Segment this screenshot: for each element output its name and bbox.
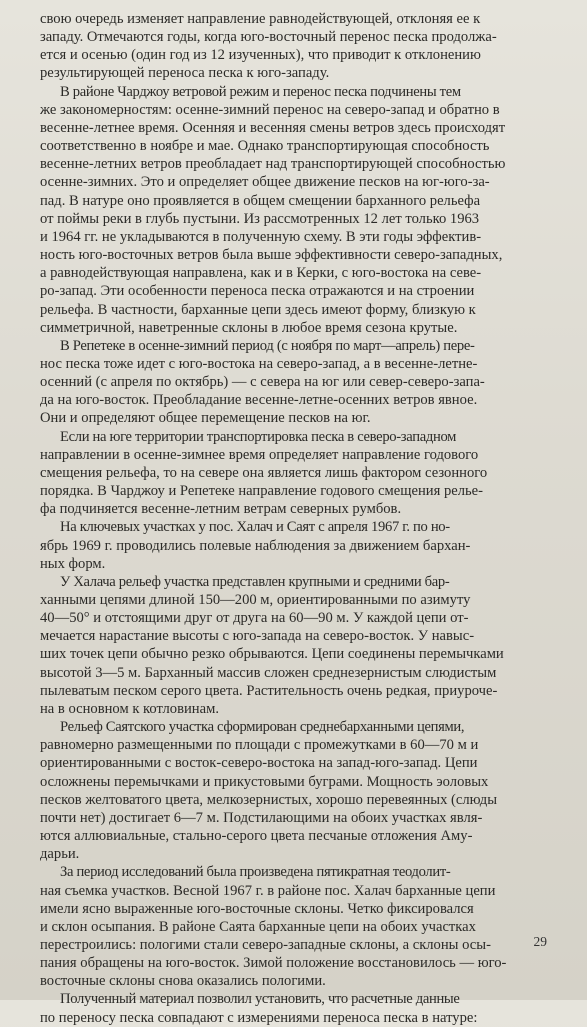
text-line: ная съемка участков. Весной 1967 г. в районе пос. Халач барханные цепи	[40, 882, 496, 899]
text-line: пылеватым песком серого цвета. Растительность очень редкая, приуроче-	[40, 682, 498, 699]
text-line: В районе Чарджоу ветровой режим и перенос песка подчинены тем	[60, 83, 461, 100]
paragraph	[40, 83, 552, 337]
text-line: Они и определяют общее перемещение песков на юг.	[40, 410, 371, 427]
text-line: мечается нарастание высоты с юго-запада на северо-восток. У навыс-	[40, 628, 475, 645]
text-line: песков желтоватого цвета, мелкозернистых, хорошо перевеянных (слюды	[40, 791, 498, 808]
text-line: ность юго-восточных ветров была выше эффективности северо-западных,	[40, 247, 503, 264]
text-line: по переносу песка совпадают с измерениями переноса песка в натуре:	[40, 1009, 478, 1026]
paragraph	[40, 863, 552, 990]
text-line: же закономерностям: осенне-зимний перенос на северо-запад и обратно в	[40, 101, 500, 118]
text-line: ших точек цепи обычно резко обрываются. Цепи соединены перемычками	[40, 646, 504, 663]
page-number: 29	[533, 934, 547, 949]
text-line: 40—50° и отстоящими друг от друга на 60—90 м. У каждой цепи от-	[40, 610, 469, 627]
text-line: нос песка тоже идет с юго-востока на северо-запад, а в весенне-летне-	[40, 355, 478, 372]
text-line: высотой 3—5 м. Барханный массив сложен среднезернистым слюдистым	[40, 664, 497, 681]
text-line: результирующей переноса песка к юго-западу.	[40, 65, 330, 82]
text-line: восточные склоны снова оказались пологими.	[40, 973, 326, 990]
text-line: ориентированными с восток-северо-востока на запад-юго-запад. Цепи	[40, 755, 478, 772]
text-line: соответственно в ноябре и мае. Однако транспортирующая способность	[40, 138, 490, 155]
text-line: на в основном к котловинам.	[40, 700, 219, 717]
text-line: дарьи.	[40, 846, 80, 863]
paragraph	[40, 990, 552, 1026]
text-line: свою очередь изменяет направление равнодействующей, отклоняя ее к	[40, 11, 481, 27]
text-line: осенне-зимних. Это и определяет общее движение песков на юг-юго-за-	[40, 174, 490, 191]
text-line: почти нет) достигает 6—7 м. Подстилающими на обоих участках явля-	[40, 809, 483, 826]
text-line: Полученный материал позволил установить, что расчетные данные	[60, 991, 460, 1008]
text-line: имели ясно выраженные юго-восточные склоны. Четко фиксировался	[40, 900, 474, 917]
paragraph	[40, 718, 552, 863]
text-line: симметричной, наветренные склоны в любое время сезона крутые.	[40, 319, 458, 336]
text-line: весенне-летнее время. Осенняя и весенняя смены ветров здесь происходят	[40, 119, 506, 136]
text-line: ется и осенью (один год из 12 изученных), что приводит к отклонению	[40, 47, 481, 64]
text-line: пад. В натуре оно проявляется в общем смещении барханного рельефа	[40, 192, 481, 209]
text-line: ных форм.	[40, 555, 106, 572]
text-line: порядка. В Чарджоу и Репетеке направление годового смещения релье-	[40, 483, 484, 500]
paragraph	[40, 573, 552, 718]
text-line: да на юго-восток. Преобладание весенне-летне-осенних ветров явное.	[40, 392, 478, 409]
text-line: весенне-летних ветров преобладает над транспортирующей способностью	[40, 156, 506, 173]
text-line: На ключевых участках у пос. Халач и Саят с апреля 1967 г. по но-	[60, 519, 450, 536]
text-line: У Халача рельеф участка представлен крупными и средними бар-	[60, 573, 450, 590]
text-line: направлении в осенне-зимнее время определяет направление годового	[40, 446, 479, 463]
text-line: ются аллювиальные, стально-серого цвета песчаные отложения Аму-	[40, 828, 473, 845]
paragraph	[40, 337, 552, 428]
text-line: перестроились: пологими стали северо-западные склоны, а склоны осы-	[40, 936, 491, 953]
text-line: и склон осыпания. В районе Саята барханные цепи на обоих участках	[40, 918, 476, 935]
text-line: смещения рельефа, то на севере она является лишь фактором сезонного	[40, 464, 488, 481]
text-line: и 1964 гг. не укладываются в полученную схему. В эти годы эффектив-	[40, 228, 482, 245]
text-line: фа подчиняется весенне-летним ветрам северных румбов.	[40, 501, 402, 518]
text-line: рельефа. В частности, барханные цепи здесь имеют форму, близкую к	[40, 301, 476, 318]
text-line: осложнены перемычками и прикустовыми буграми. Мощность эоловых	[40, 773, 489, 790]
text-line: Рельеф Саятского участка сформирован среднебарханными цепями,	[60, 719, 465, 736]
text-line: ро-запад. Эти особенности переноса песка отражаются и на строении	[40, 283, 475, 300]
text-line: В Репетеке в осенне-зимний период (с ноября по март—апрель) пере-	[60, 337, 475, 354]
text-line: Если на юге территории транспортировка песка в северо-западном	[60, 428, 457, 445]
paragraph	[40, 428, 552, 519]
body-text	[40, 10, 552, 1027]
text-line: осенний (с апреля по октябрь) — с севера на юг или север-северо-запа-	[40, 374, 485, 391]
text-line: За период исследований была произведена пятикратная теодолит-	[60, 864, 451, 881]
text-line: равномерно размещенными по площади с промежутками в 60—70 м и	[40, 737, 479, 754]
text-line: западу. Отмечаются годы, когда юго-восточный перенос песка продолжа-	[40, 29, 497, 46]
text-line: от поймы реки в глубь пустыни. Из рассмотренных 12 лет только 1963	[40, 210, 480, 227]
text-line: ябрь 1969 г. проводились полевые наблюдения за движением бархан-	[40, 537, 471, 554]
text-line: а равнодействующая направлена, как и в Керки, с юго-востока на севе-	[40, 265, 482, 282]
paragraph	[40, 518, 552, 572]
text-line: ханными цепями длиной 150—200 м, ориентированными по азимуту	[40, 592, 471, 608]
text-line: пания обращены на юго-восток. Зимой положение восстановилось — юго-	[40, 955, 507, 972]
paragraph	[40, 10, 552, 83]
